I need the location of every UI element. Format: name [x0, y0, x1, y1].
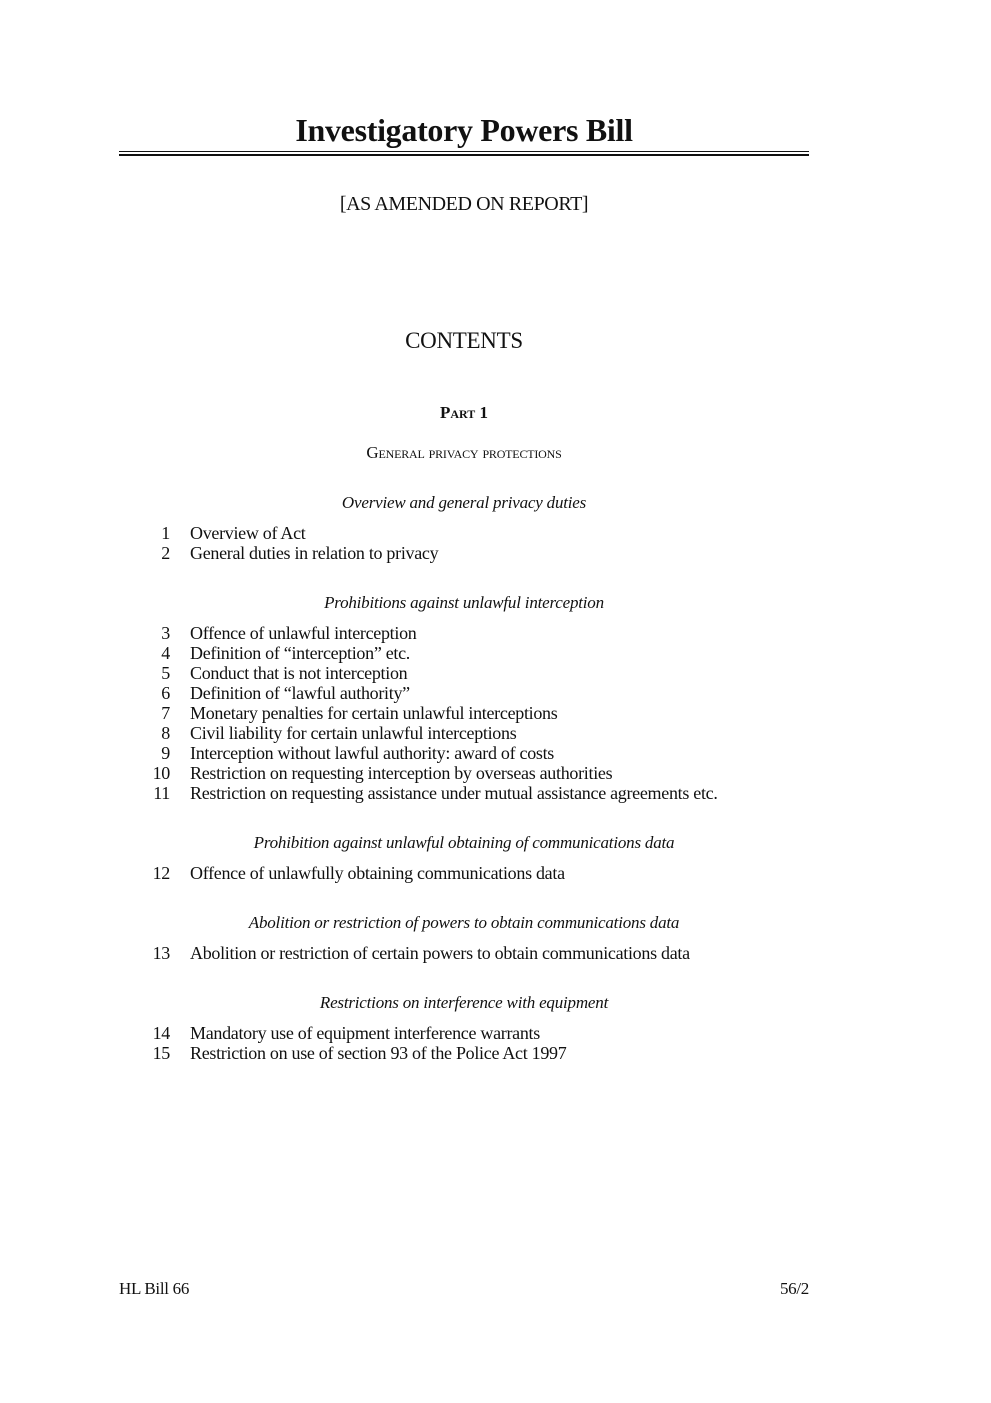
clause-number: 5: [161, 663, 170, 683]
part-heading: Part 1: [439, 403, 489, 422]
clause-number: 7: [161, 703, 170, 723]
part-title: General privacy protections: [366, 443, 562, 462]
clause-title: General duties in relation to privacy: [190, 543, 439, 563]
clause-title: Offence of unlawfully obtaining communications data: [190, 863, 565, 883]
clause-item: [119, 763, 839, 783]
clause-item: [119, 623, 839, 643]
clause-item: [119, 1043, 839, 1063]
clause-number: 8: [161, 723, 170, 743]
clause-title: Civil liability for certain unlawful interceptions: [190, 723, 517, 743]
title-rule-thick: [119, 154, 809, 156]
clause-number: 6: [161, 683, 170, 703]
clause-item: [119, 643, 839, 663]
section-heading: Prohibitions against unlawful interception: [324, 593, 604, 612]
clause-title: Definition of “lawful authority”: [190, 683, 410, 703]
clause-number: 13: [152, 943, 170, 963]
clause-item: [119, 703, 839, 723]
clause-title: Definition of “interception” etc.: [190, 643, 411, 663]
contents-heading: CONTENTS: [405, 328, 523, 353]
clause-list: [119, 943, 839, 963]
title-rule-thin: [119, 151, 809, 152]
clause-number: 2: [161, 543, 170, 563]
clause-title: Monetary penalties for certain unlawful interceptions: [190, 703, 558, 723]
clause-item: [119, 863, 839, 883]
clause-item: [119, 543, 839, 563]
clause-number: 4: [161, 643, 170, 663]
section-heading: Restrictions on interference with equipment: [319, 993, 609, 1012]
clause-number: 11: [153, 783, 170, 803]
clause-title: Mandatory use of equipment interference warrants: [190, 1023, 540, 1043]
clause-list: [119, 863, 839, 883]
clause-number: 12: [152, 863, 170, 883]
clause-number: 9: [161, 743, 170, 763]
clause-item: [119, 683, 839, 703]
clause-title: Interception without lawful authority: award of costs: [190, 743, 554, 763]
bill-title: Investigatory Powers Bill: [295, 112, 633, 148]
clause-number: 1: [161, 523, 170, 543]
bill-status: [AS AMENDED ON REPORT]: [339, 193, 589, 215]
clause-title: Overview of Act: [190, 523, 306, 543]
print-reference: 56/2: [779, 1279, 809, 1298]
clause-title: Restriction on requesting assistance under mutual assistance agreements etc.: [190, 783, 718, 803]
clause-item: [119, 663, 839, 683]
clause-item: [119, 1023, 839, 1043]
section-heading: Abolition or restriction of powers to obtain communications data: [248, 913, 680, 932]
clause-title: Offence of unlawful interception: [190, 623, 417, 643]
bill-number: HL Bill 66: [119, 1279, 190, 1298]
clause-number: 15: [152, 1043, 170, 1063]
clause-list: [119, 1023, 839, 1063]
clause-item: [119, 783, 839, 803]
section-heading: Prohibition against unlawful obtaining of communications data: [253, 833, 675, 852]
clause-list: [119, 523, 839, 563]
clause-title: Restriction on use of section 93 of the Police Act 1997: [190, 1043, 567, 1063]
clause-number: 14: [152, 1023, 170, 1043]
clause-title: Abolition or restriction of certain powers to obtain communications data: [190, 943, 690, 963]
clause-item: [119, 743, 839, 763]
clause-item: [119, 523, 839, 543]
clause-item: [119, 943, 839, 963]
clause-number: 3: [161, 623, 170, 643]
clause-title: Conduct that is not interception: [190, 663, 408, 683]
clause-list: [119, 623, 839, 803]
section-heading: Overview and general privacy duties: [341, 493, 587, 512]
clause-item: [119, 723, 839, 743]
clause-number: 10: [152, 763, 170, 783]
clause-title: Restriction on requesting interception by overseas authorities: [190, 763, 613, 783]
